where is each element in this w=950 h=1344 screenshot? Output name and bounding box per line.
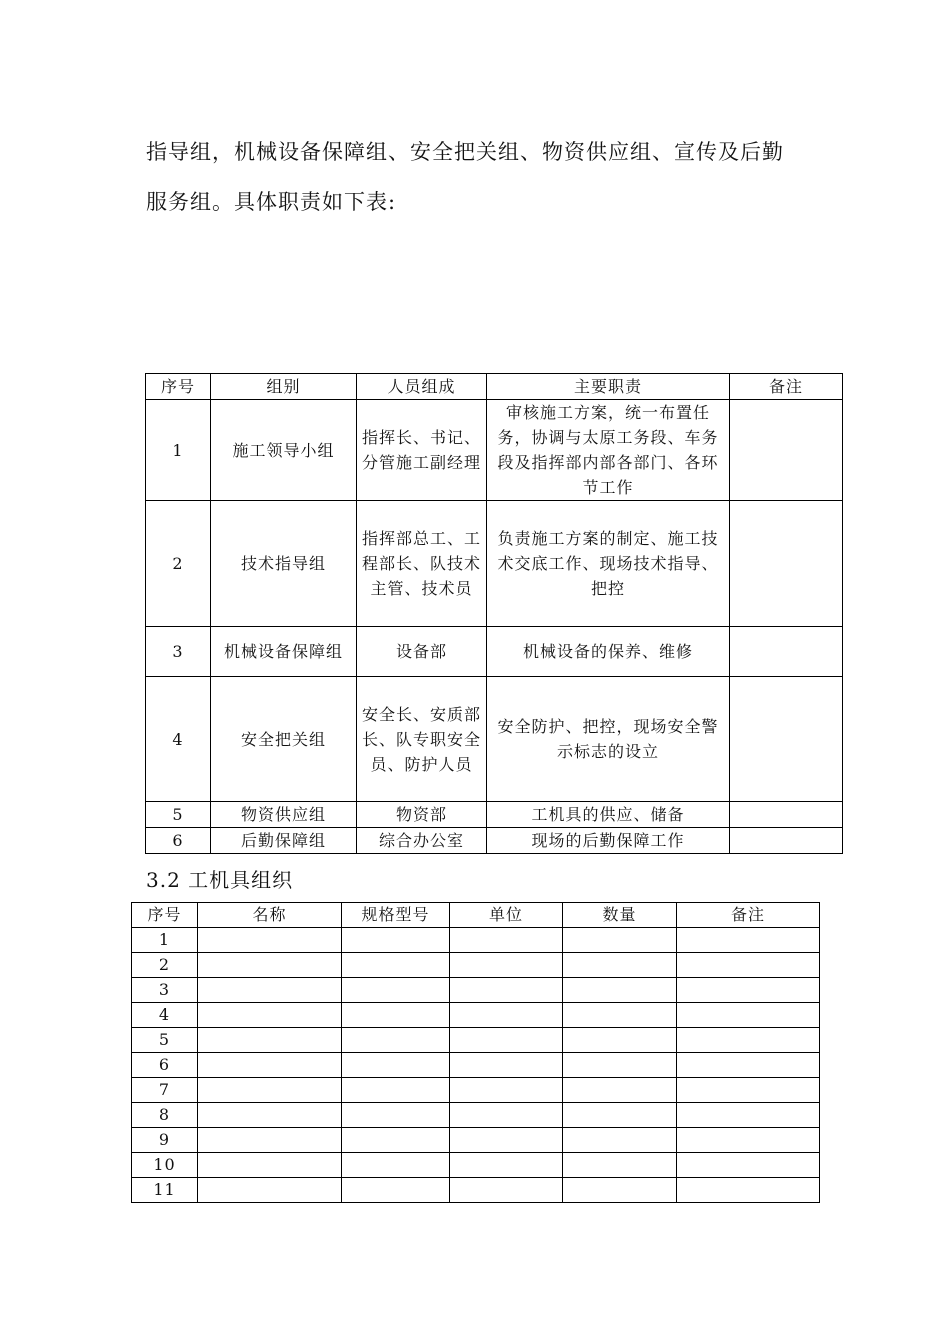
section-title: 3.2 工机具组织 <box>146 868 294 892</box>
row-note <box>730 828 843 854</box>
row-no: 3 <box>132 978 198 1003</box>
table-row <box>146 400 843 501</box>
row-quantity <box>563 1178 677 1203</box>
row-group: 技术指导组 <box>211 501 357 627</box>
row-quantity <box>563 1003 677 1028</box>
row-name <box>198 1078 342 1103</box>
header-spec: 规格型号 <box>342 903 450 928</box>
row-no: 6 <box>132 1053 198 1078</box>
table-row <box>132 978 820 1003</box>
table-row <box>146 828 843 854</box>
table-row <box>132 1078 820 1103</box>
header-no: 序号 <box>146 374 211 400</box>
row-members: 指挥长、书记、分管施工副经理 <box>357 400 487 501</box>
row-members: 指挥部总工、工程部长、队技术主管、技术员 <box>357 501 487 627</box>
row-spec <box>342 1028 450 1053</box>
row-members: 设备部 <box>357 627 487 677</box>
header-note: 备注 <box>730 374 843 400</box>
row-no: 7 <box>132 1078 198 1103</box>
row-no: 8 <box>132 1103 198 1128</box>
header-note: 备注 <box>677 903 820 928</box>
row-duty: 安全防护、把控，现场安全警示标志的设立 <box>487 677 730 802</box>
row-quantity <box>563 1053 677 1078</box>
row-note <box>677 1003 820 1028</box>
row-no: 1 <box>146 400 211 501</box>
row-duty: 工机具的供应、储备 <box>487 802 730 828</box>
row-quantity <box>563 928 677 953</box>
row-note <box>677 978 820 1003</box>
table-row <box>132 1003 820 1028</box>
row-name <box>198 928 342 953</box>
row-note <box>730 400 843 501</box>
row-name <box>198 953 342 978</box>
row-duty: 负责施工方案的制定、施工技术交底工作、现场技术指导、把控 <box>487 501 730 627</box>
row-note <box>677 1153 820 1178</box>
row-group: 后勤保障组 <box>211 828 357 854</box>
row-spec <box>342 1053 450 1078</box>
intro-line-2: 服务组。具体职责如下表: <box>146 190 397 214</box>
row-note <box>677 953 820 978</box>
table-row <box>132 1178 820 1203</box>
row-note <box>730 501 843 627</box>
row-unit <box>450 1053 563 1078</box>
row-unit <box>450 1178 563 1203</box>
row-quantity <box>563 1103 677 1128</box>
row-duty: 现场的后勤保障工作 <box>487 828 730 854</box>
row-note <box>677 1178 820 1203</box>
row-name <box>198 1178 342 1203</box>
row-spec <box>342 1178 450 1203</box>
duty-table <box>145 373 843 854</box>
header-group: 组别 <box>211 374 357 400</box>
row-group: 物资供应组 <box>211 802 357 828</box>
row-spec <box>342 1003 450 1028</box>
header-name: 名称 <box>198 903 342 928</box>
table-row <box>132 1028 820 1053</box>
row-members: 安全长、安质部长、队专职安全员、防护人员 <box>357 677 487 802</box>
row-quantity <box>563 1028 677 1053</box>
table-row <box>132 1103 820 1128</box>
row-unit <box>450 1028 563 1053</box>
row-spec <box>342 1128 450 1153</box>
tool-table-header <box>132 903 820 928</box>
table-row <box>146 501 843 627</box>
row-quantity <box>563 978 677 1003</box>
row-no: 5 <box>132 1028 198 1053</box>
tool-table-body <box>132 928 820 1203</box>
row-note <box>677 1078 820 1103</box>
row-note <box>730 802 843 828</box>
header-unit: 单位 <box>450 903 563 928</box>
table-row <box>146 677 843 802</box>
row-group: 机械设备保障组 <box>211 627 357 677</box>
table-row <box>132 953 820 978</box>
row-note <box>677 928 820 953</box>
row-no: 2 <box>146 501 211 627</box>
row-name <box>198 1153 342 1178</box>
row-spec <box>342 978 450 1003</box>
row-name <box>198 1003 342 1028</box>
header-quantity: 数量 <box>563 903 677 928</box>
row-unit <box>450 1078 563 1103</box>
row-spec <box>342 953 450 978</box>
row-unit <box>450 928 563 953</box>
row-unit <box>450 1153 563 1178</box>
row-no: 4 <box>132 1003 198 1028</box>
row-note <box>677 1103 820 1128</box>
row-unit <box>450 978 563 1003</box>
row-no: 4 <box>146 677 211 802</box>
row-duty: 机械设备的保养、维修 <box>487 627 730 677</box>
table-row <box>132 928 820 953</box>
table-row <box>132 1153 820 1178</box>
row-no: 11 <box>132 1178 198 1203</box>
row-quantity <box>563 953 677 978</box>
row-name <box>198 1053 342 1078</box>
header-no: 序号 <box>132 903 198 928</box>
row-unit <box>450 953 563 978</box>
row-name <box>198 1128 342 1153</box>
row-no: 9 <box>132 1128 198 1153</box>
table-row <box>132 1053 820 1078</box>
table-row <box>132 1128 820 1153</box>
row-quantity <box>563 1153 677 1178</box>
row-name <box>198 978 342 1003</box>
row-no: 2 <box>132 953 198 978</box>
row-name <box>198 1028 342 1053</box>
row-no: 3 <box>146 627 211 677</box>
row-note <box>730 677 843 802</box>
row-spec <box>342 1103 450 1128</box>
header-duty: 主要职责 <box>487 374 730 400</box>
table-row <box>146 627 843 677</box>
intro-line-1: 指导组，机械设备保障组、安全把关组、物资供应组、宣传及后勤 <box>146 140 784 164</box>
row-quantity <box>563 1078 677 1103</box>
duty-table-header <box>146 374 843 400</box>
row-members: 综合办公室 <box>357 828 487 854</box>
tool-table <box>131 902 820 1203</box>
row-group: 安全把关组 <box>211 677 357 802</box>
row-no: 10 <box>132 1153 198 1178</box>
row-spec <box>342 1153 450 1178</box>
row-group: 施工领导小组 <box>211 400 357 501</box>
row-duty: 审核施工方案，统一布置任务，协调与太原工务段、车务段及指挥部内部各部门、各环节工作 <box>487 400 730 501</box>
row-note <box>730 627 843 677</box>
row-name <box>198 1103 342 1128</box>
row-no: 6 <box>146 828 211 854</box>
row-unit <box>450 1128 563 1153</box>
row-spec <box>342 928 450 953</box>
row-spec <box>342 1078 450 1103</box>
row-members: 物资部 <box>357 802 487 828</box>
table-row <box>146 802 843 828</box>
row-unit <box>450 1003 563 1028</box>
row-note <box>677 1128 820 1153</box>
row-note <box>677 1028 820 1053</box>
row-no: 1 <box>132 928 198 953</box>
row-quantity <box>563 1128 677 1153</box>
row-unit <box>450 1103 563 1128</box>
row-note <box>677 1053 820 1078</box>
row-no: 5 <box>146 802 211 828</box>
header-members: 人员组成 <box>357 374 487 400</box>
